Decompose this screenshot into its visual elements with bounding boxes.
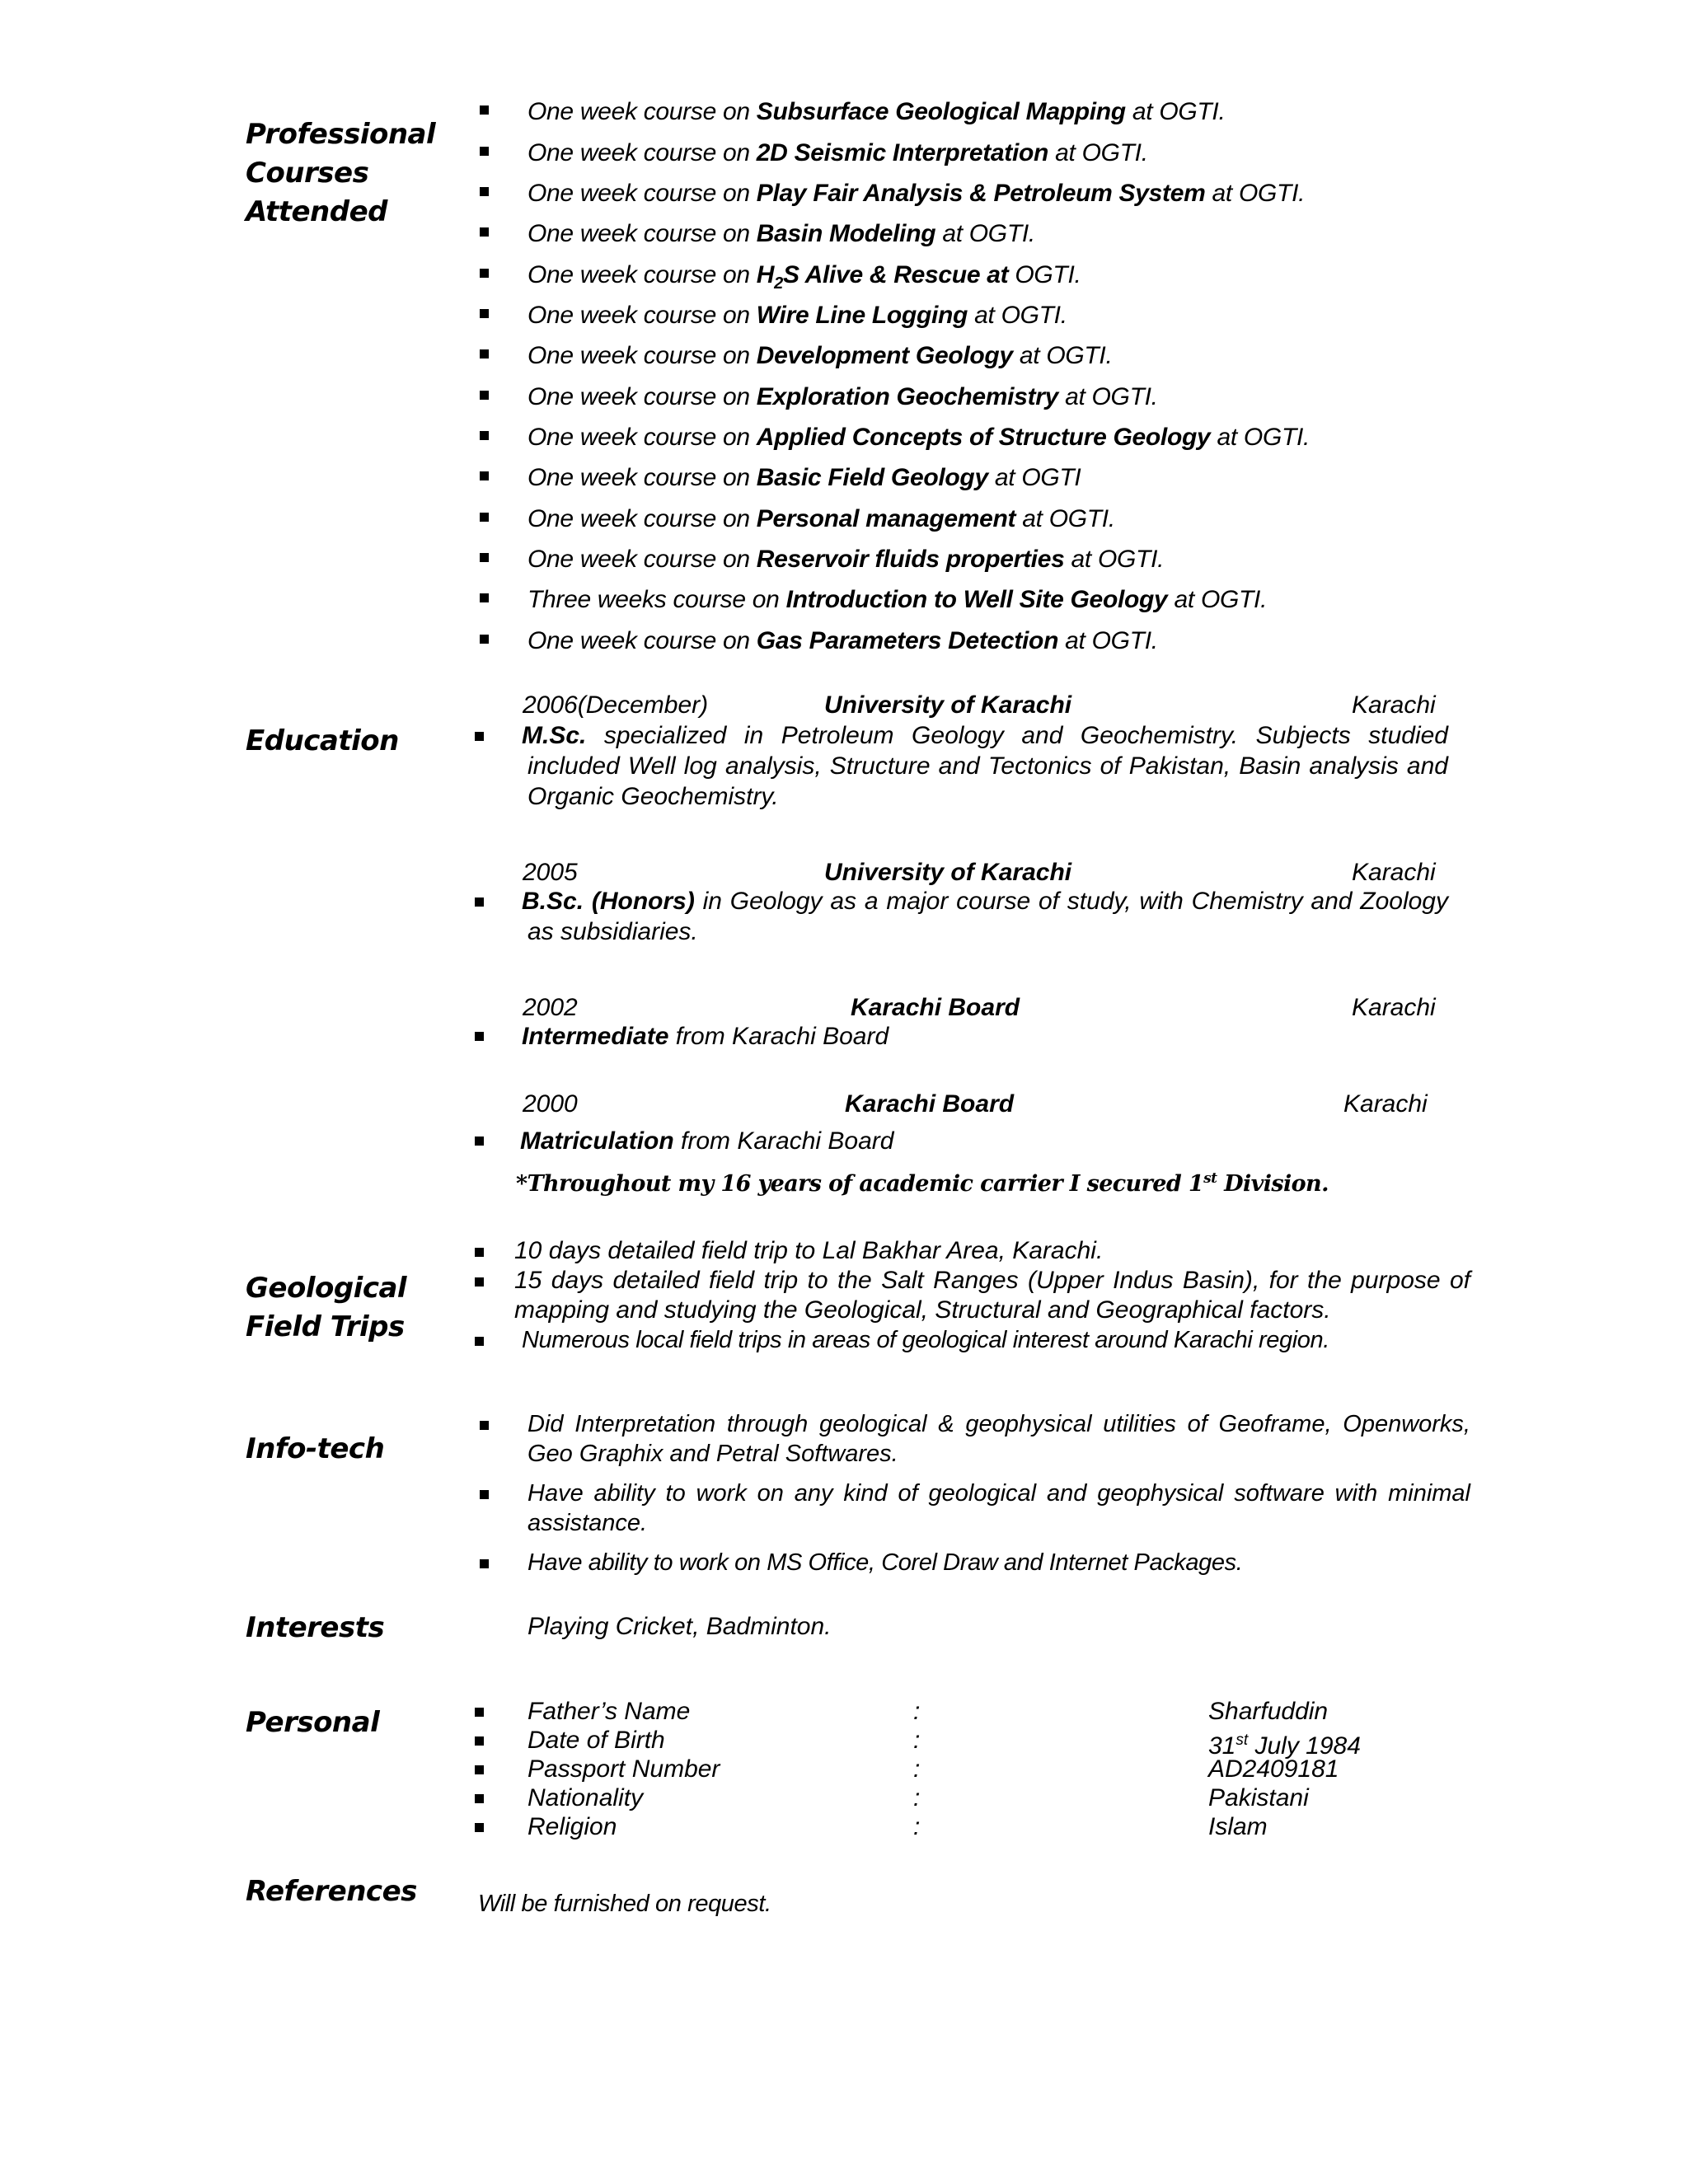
personal-value: 31st July 1984 (1208, 1732, 1361, 1760)
education-institution: University of Karachi (824, 859, 1072, 886)
bullet-icon (480, 309, 489, 318)
bullet-icon (475, 1248, 484, 1257)
list-item: One week course on Wire Line Logging at OGTI. (528, 302, 1067, 329)
bullet-icon (480, 227, 489, 237)
education-year: 2002 (523, 994, 578, 1021)
personal-separator: : (913, 1698, 921, 1725)
personal-value: Sharfuddin (1208, 1698, 1329, 1725)
bullet-icon (480, 513, 489, 522)
education-description: Matriculation from Karachi Board (520, 1127, 894, 1155)
list-item: One week course on Play Fair Analysis & Petroleum System at OGTI. (528, 180, 1306, 207)
personal-label: Religion (528, 1813, 617, 1840)
list-item: One week course on Development Geology at OGTI. (528, 342, 1113, 369)
list-item: One week course on Exploration Geochemistry at OGTI. (528, 383, 1158, 410)
heading-line: Professional (246, 118, 436, 151)
heading-line: Attended (246, 195, 387, 228)
references-text: Will be furnished on request. (478, 1891, 771, 1917)
heading-references: References (246, 1875, 417, 1908)
bullet-icon (475, 1337, 484, 1346)
education-description: M.Sc. specialized in Petroleum Geology and Geochemistry. Subjects studied included Well log analysis, Structure and Tectonics of Pakistan, Basin analysis and Organic Geochemistry. (522, 722, 1448, 810)
list-item: One week course on Applied Concepts of Structure Geology at OGTI. (528, 424, 1311, 451)
education-description: B.Sc. (Honors) in Geology as a major course of study, with Chemistry and Zoology as subsidiaries. (522, 888, 1448, 945)
bullet-icon (475, 1137, 484, 1146)
education-city: Karachi (1352, 994, 1436, 1021)
education-city: Karachi (1352, 859, 1436, 886)
education-year: 2006(December) (523, 691, 709, 719)
bullet-icon (480, 431, 489, 440)
list-item: Have ability to work on any kind of geological and geophysical software with minimal assistance. (528, 1480, 1470, 1536)
heading-education: Education (246, 724, 399, 757)
bullet-icon (475, 898, 484, 907)
bullet-icon (480, 635, 489, 644)
list-item: One week course on 2D Seismic Interpretation at OGTI. (528, 139, 1148, 166)
bullet-icon (480, 471, 489, 480)
bullet-icon (475, 1823, 484, 1832)
heading-professional-courses (246, 115, 435, 232)
personal-value: Pakistani (1208, 1784, 1309, 1811)
bullet-icon (475, 1277, 484, 1286)
personal-value: Islam (1208, 1813, 1268, 1840)
bullet-icon (480, 391, 489, 400)
bullet-icon (480, 105, 489, 115)
bullet-icon (475, 1794, 484, 1803)
personal-label: Nationality (528, 1784, 644, 1811)
list-item: One week course on Reservoir fluids properties at OGTI. (528, 546, 1165, 573)
personal-separator: : (913, 1813, 921, 1840)
personal-label: Passport Number (528, 1755, 720, 1783)
heading-field-trips (246, 1269, 406, 1347)
heading-info-tech: Info-tech (246, 1432, 385, 1465)
list-item: Have ability to work on MS Office, Corel Draw and Internet Packages. (528, 1549, 1243, 1576)
personal-separator: : (913, 1727, 921, 1754)
bullet-icon (480, 147, 489, 156)
education-year: 2005 (523, 859, 578, 886)
academic-note: *Throughout my 16 years of academic carrier I secured 1st Division. (516, 1170, 1329, 1197)
list-item: One week course on $H_2S$ Alive & Rescue at OGTI. (528, 261, 1081, 293)
bullet-icon (480, 1490, 489, 1499)
education-institution: Karachi Board (851, 994, 1020, 1021)
bullet-icon (480, 349, 489, 359)
list-item: One week course on Subsurface Geological Mapping at OGTI. (528, 98, 1226, 125)
interests-text: Playing Cricket, Badminton. (528, 1613, 832, 1640)
list-item: 15 days detailed field trip to the Salt Ranges (Upper Indus Basin), for the purpose of mapping and studying the Geological, Structural and Geographical factors. (514, 1267, 1470, 1324)
personal-label: Date of Birth (528, 1727, 665, 1754)
list-item: One week course on Gas Parameters Detection at OGTI. (528, 627, 1158, 654)
education-city: Karachi (1343, 1090, 1428, 1118)
heading-interests: Interests (246, 1611, 385, 1644)
personal-value: AD2409181 (1208, 1755, 1339, 1783)
bullet-icon (480, 187, 489, 196)
bullet-icon (475, 732, 484, 741)
list-item: 10 days detailed field trip to Lal Bakhar Area, Karachi. (514, 1237, 1104, 1264)
heading-line: Field Trips (246, 1310, 405, 1343)
education-institution: Karachi Board (845, 1090, 1015, 1118)
education-year: 2000 (523, 1090, 578, 1118)
bullet-icon (480, 553, 489, 562)
education-institution: University of Karachi (824, 691, 1072, 719)
bullet-icon (480, 1559, 489, 1568)
heading-line: Geological (246, 1272, 407, 1305)
bullet-icon (475, 1032, 484, 1041)
bullet-icon (480, 1421, 489, 1430)
list-item: One week course on Personal management at OGTI. (528, 505, 1115, 532)
list-item: Did Interpretation through geological & geophysical utilities of Geoframe, Openworks, Geo Graphix and Petral Softwares. (528, 1411, 1470, 1467)
heading-personal: Personal (246, 1706, 380, 1739)
education-description: Intermediate from Karachi Board (522, 1023, 889, 1050)
list-item: One week course on Basic Field Geology at OGTI (528, 464, 1081, 491)
list-item: One week course on Basin Modeling at OGTI. (528, 220, 1035, 247)
bullet-icon (475, 1765, 484, 1774)
education-city: Karachi (1352, 691, 1436, 719)
bullet-icon (480, 593, 489, 602)
personal-separator: : (913, 1755, 921, 1783)
bullet-icon (475, 1708, 484, 1717)
bullet-icon (475, 1736, 484, 1746)
heading-line: Courses (246, 157, 369, 190)
personal-label: Father’s Name (528, 1698, 691, 1725)
bullet-icon (480, 269, 489, 278)
personal-separator: : (913, 1784, 921, 1811)
list-item: Three weeks course on Introduction to Well Site Geology at OGTI. (528, 586, 1268, 613)
list-item: Numerous local field trips in areas of geological interest around Karachi region. (522, 1327, 1329, 1353)
